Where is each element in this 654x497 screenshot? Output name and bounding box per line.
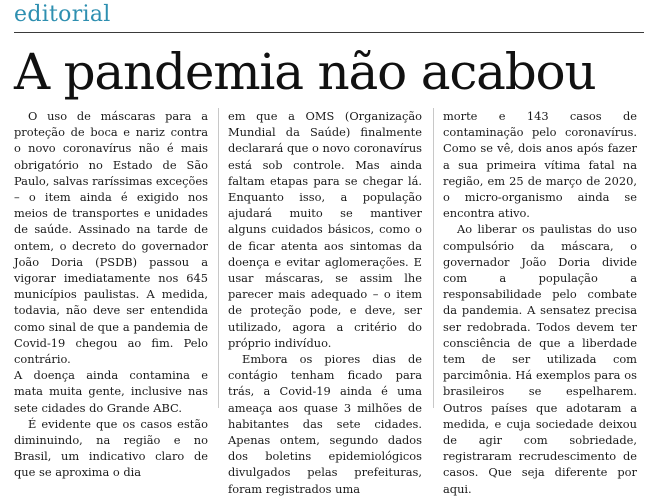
column-divider	[218, 108, 219, 408]
header-divider	[14, 32, 644, 33]
paragraph: morte e 143 casos de contaminação pelo coronavírus. Como se vê, dois anos após fazer a sua primeira vítima fatal na região, em 25 de março de 2020, o micro-organismo ainda se encontra ativo.	[443, 109, 637, 221]
paragraph: Embora os piores dias de contágio tenham ficado para trás, a Covid-19 ainda é uma ameaça aos quase 3 milhões de habitantes das sete cidades. Apenas ontem, segundo dados dos boletins epidemiológicos divulgados pelas prefeituras, foram registrados uma	[228, 352, 422, 496]
section-label: editorial	[14, 2, 111, 27]
paragraph: A doença ainda contamina e mata muita gente, inclusive nas sete cidades do Grande ABC.	[14, 368, 208, 415]
article-column-1	[14, 108, 208, 480]
column-divider	[433, 108, 434, 408]
paragraph: O uso de máscaras para a proteção de boca e nariz contra o novo coronavírus não é mais obrigatório no Estado de São Paulo, salvas raríssimas exceções – o item ainda é exigido nos meios de transportes e unidades de saúde. Assinado na tarde de ontem, o decreto do governador João Doria (PSDB) passou a vigorar imediatamente nos 645 municípios paulistas. A medida, todavia, não deve ser entendida como sinal de que a pandemia de Covid-19 chegou ao fim. Pelo contrário.	[14, 109, 208, 367]
page-title: A pandemia não acabou	[14, 43, 596, 101]
paragraph: em que a OMS (Organização Mundial da Saúde) finalmente declarará que o novo coronavírus está sob controle. Mas ainda faltam etapas para se chegar lá. Enquanto isso, a população ajudará muito se mantiver alguns cuidados básicos, como o de ficar atenta aos sintomas da doença e evitar aglomerações. E usar máscaras, se assim lhe parecer mais adequado – o item de proteção pode, e deve, ser utilizado, agora a critério do próprio indivíduo.	[228, 109, 422, 350]
paragraph: É evidente que os casos estão diminuindo, na região e no Brasil, um indicativo claro de que se aproxima o dia	[14, 416, 208, 480]
paragraph: Ao liberar os paulistas do uso compulsório da máscara, o governador João Doria divide com a população a responsabilidade pelo combate da pandemia. A sensatez precisa ser redobrada. Todos devem ter consciência de que a liberdade tem de ser utilizada com parcimônia. Há exemplos para os brasileiros se espelharem. Outros países que adotaram a medida, e cuja sociedade deixou de agir com sobriedade, registraram recrudescimento de casos. Que seja diferente por aqui.	[443, 222, 637, 496]
article-column-2	[228, 108, 422, 496]
article-column-3	[443, 108, 637, 496]
